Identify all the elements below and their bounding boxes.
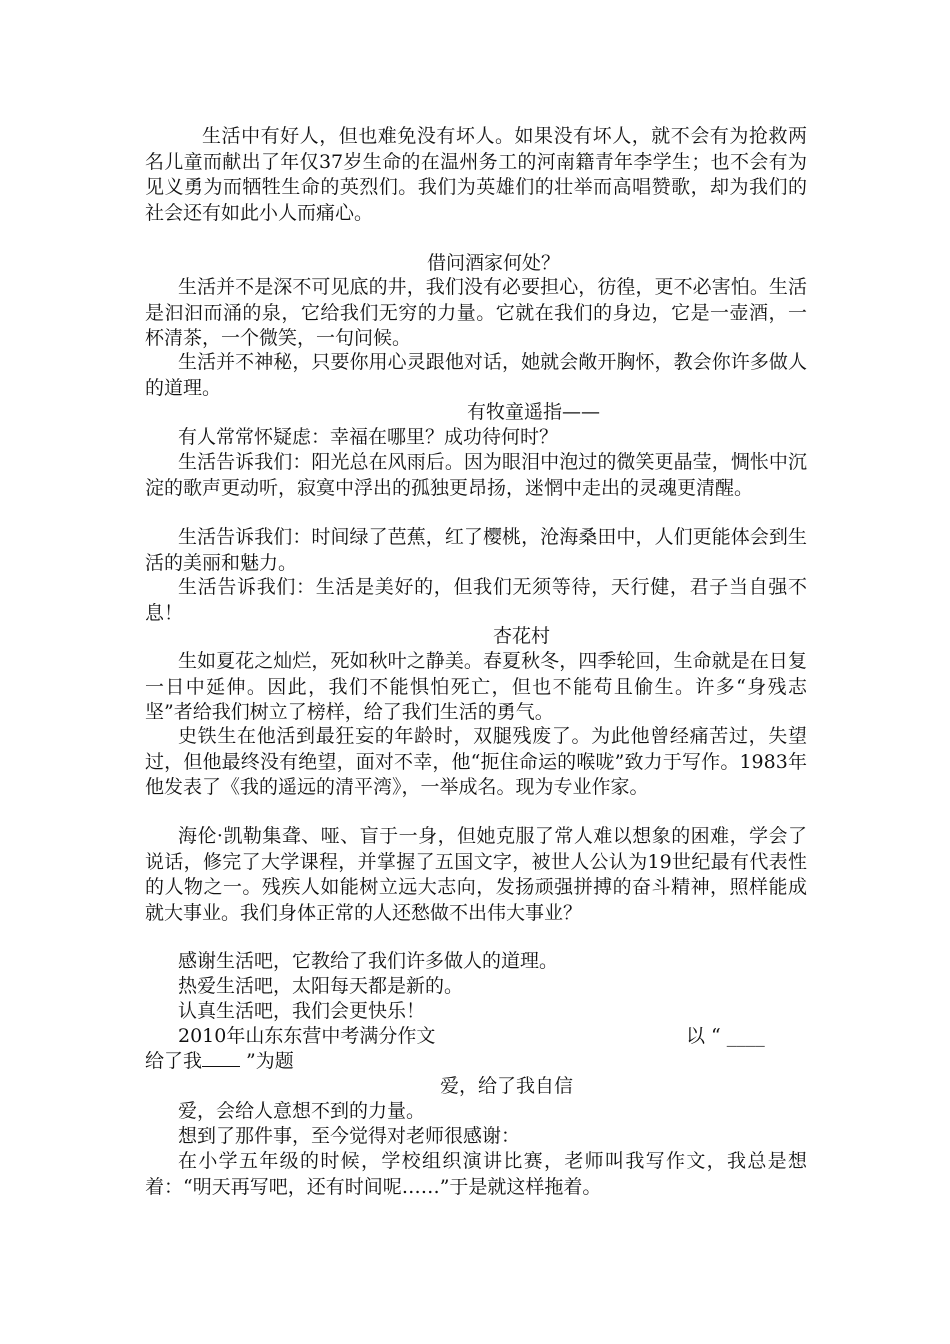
paragraph-thank-life: 感谢生活吧，它教给了我们许多做人的道理。 (178, 950, 559, 972)
paragraph-good-and-bad-people: 生活中有好人，但也难免没有坏人。如果没有坏人，就不会有为抢救两名儿童而献出了年仅37岁生命的在温州务工的河南籍青年李学生；也不会有为见义勇为而牺牲生命的英烈们。我们为英雄们的壮举而高唱赞歌，却为我们的社会还有如此小人而痛心。 (145, 125, 807, 224)
paragraph-fifth-grade: 在小学五年级的时候，学校组织演讲比赛，老师叫我写作文，我总是想着：“明天再写吧，还有时间呢……”于是就这样拖着。 (145, 1150, 807, 1198)
heading-apricot-village: 杏花村 (493, 625, 551, 647)
heading-wine-shop: 借问酒家何处？ (427, 252, 561, 274)
topic-prompt-as-title: ”为题 (240, 1050, 294, 1072)
paragraph-sunshine-after-rain: 生活告诉我们：阳光总在风雨后。因为眼泪中泡过的微笑更晶莹，惆怅中沉淀的歌声更动听，寂寞中浮出的孤独更昂扬，迷惘中走出的灵魂更清醒。 (145, 451, 807, 499)
paragraph-live-seriously: 认真生活吧，我们会更快乐！ (178, 1000, 426, 1022)
paragraph-summer-flowers: 生如夏花之灿烂，死如秋叶之静美。春夏秋冬，四季轮回，生命就是在日复一日中延伸。因此，我们不能惧怕死亡，但也不能苟且偷生。许多“身残志坚”者给我们树立了榜样，给了我们生活的勇气。 (145, 650, 807, 723)
paragraph-life-spring: 生活并不是深不可见底的井，我们没有必要担心，彷徨，更不必害怕。生活是汩汩而涌的泉，它给我们无穷的力量。它就在我们的身边，它是一壶酒，一杯清茶，一个微笑，一句问候。 (145, 276, 807, 349)
heading-love-gave-confidence: 爱，给了我自信 (440, 1075, 574, 1097)
paragraph-shi-tiesheng: 史铁生在他活到最狂妄的年龄时，双腿残废了。为此他曾经痛苦过，失望过，但他最终没有绝望，面对不幸，他“扼住命运的喉咙”致力于写作。1983年他发表了《我的遥远的清平湾》，一举成名。现为专业作家。 (145, 725, 807, 798)
paragraph-time-greens-banana: 生活告诉我们：时间绿了芭蕉，红了樱桃，沧海桑田中，人们更能体会到生活的美丽和魅力。 (145, 526, 807, 574)
paragraph-thank-teacher: 想到了那件事，至今觉得对老师很感谢： (178, 1125, 521, 1147)
paragraph-life-not-mysterious: 生活并不神秘，只要你用心灵跟他对话，她就会敞开胸怀，教会你许多做人的道理。 (145, 351, 807, 399)
heading-shepherd-points: 有牧童遥指—— (467, 401, 601, 423)
paragraph-love-life: 热爱生活吧，太阳每天都是新的。 (178, 975, 464, 997)
topic-prompt-start: 以 “ ____ (686, 1025, 765, 1047)
source-note: 2010年山东东营中考满分作文 (178, 1025, 436, 1047)
topic-prompt-given-me: 给了我 (145, 1050, 203, 1072)
topic-prompt-end (145, 1049, 294, 1074)
paragraph-love-power: 爱，会给人意想不到的力量。 (178, 1100, 426, 1122)
paragraph-life-is-beautiful: 生活告诉我们：生活是美好的，但我们无须等待，天行健，君子当自强不息！ (145, 576, 807, 624)
topic-blank-underline (202, 1050, 240, 1067)
paragraph-helen-keller: 海伦·凯勒集聋、哑、盲于一身，但她克服了常人难以想象的困难，学会了说话，修完了大学课程，并掌握了五国文字，被世人公认为19世纪最有代表性的人物之一。残疾人如能树立远大志向，发扬顽强拼搏的奋斗精神，照样能成就大事业。我们身体正常的人还愁做不出伟大事业？ (145, 825, 807, 924)
paragraph-happiness-question: 有人常常怀疑虑：幸福在哪里？成功待何时？ (178, 426, 559, 448)
